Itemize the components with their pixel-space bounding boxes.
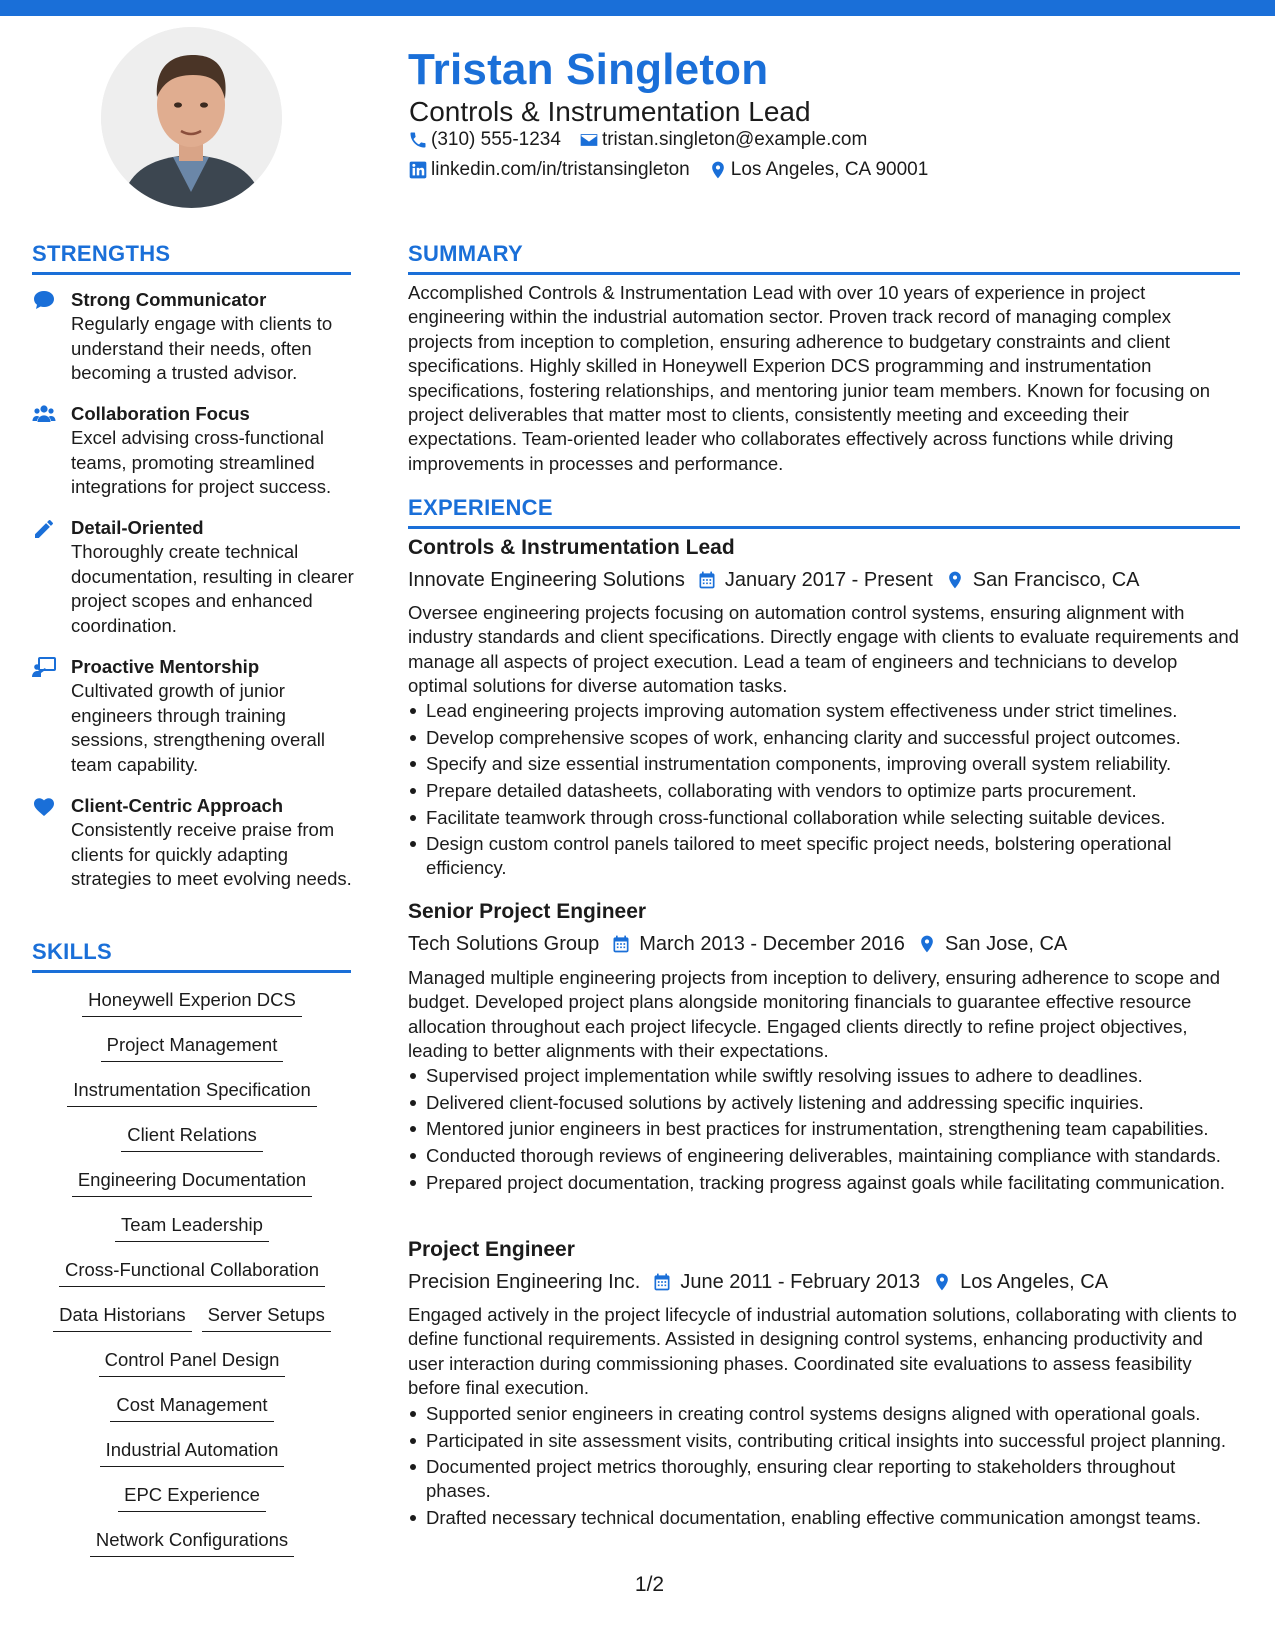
job-meta [408, 930, 1079, 958]
skill-tag: Team Leadership [115, 1213, 269, 1242]
job-bullet: Design custom control panels tailored to meet specific project needs, bolstering operational efficiency. [408, 832, 1240, 880]
page-number: 1/2 [634, 1573, 665, 1596]
job-bullet: Prepare detailed datasheets, collaborating with vendors to optimize parts procurement. [408, 779, 1240, 803]
strength-title: Client-Centric Approach [71, 795, 284, 816]
job-company: Tech Solutions Group [408, 933, 600, 955]
envelope-icon [579, 130, 599, 150]
job-bullet: Conducted thorough reviews of engineering deliverables, maintaining compliance with standards. [408, 1144, 1240, 1168]
strength-item [32, 287, 352, 386]
calendar-icon [611, 934, 631, 954]
job-description: Managed multiple engineering projects from inception to delivery, ensuring adherence to scope and budget. Developed project plans alongside monitoring financials to guarantee effective resource allocation throughout each project lifecycle. Engaged clients directly to refine project objectives, leading to better alignments with their expectations. [408, 967, 1221, 1062]
candidate-name: Tristan Singleton [408, 45, 769, 94]
job-location: San Jose, CA [944, 933, 1068, 955]
linkedin-item[interactable] [408, 157, 690, 183]
skill-row [32, 988, 352, 1017]
job-bullets [408, 1402, 1240, 1533]
strengths-heading: STRENGTHS [32, 241, 171, 266]
calendar-icon [652, 1272, 672, 1292]
summary-text: Accomplished Controls & Instrumentation Lead with over 10 years of experience in project engineering within the industrial automation sector. Proven track record of managing complex projects from inception to completion, ensuring adherence to budgetary constraints and client specifications. Highly skilled in Honeywell Experion DCS programming and instrumentation specifications, fostering relationships, and mentoring junior team members. Known for focusing on project deliverables that matter most to clients, consistently meeting and exceeding their expectations. Team-oriented leader who collaborates effectively across functions while driving improvements in processes and performance. [408, 282, 1211, 474]
strength-item [32, 401, 352, 500]
strength-desc: Excel advising cross-functional teams, promoting streamlined integrations for project success. [71, 427, 332, 497]
skill-row [32, 1438, 352, 1467]
job-location: Los Angeles, CA [960, 1271, 1109, 1293]
experience-rule [408, 526, 1240, 529]
skill-row [32, 1483, 352, 1512]
teacher-icon [32, 656, 56, 678]
strength-desc: Consistently receive praise from clients for quickly adapting strategies to meet evolving needs. [71, 819, 352, 889]
summary-heading: SUMMARY [408, 241, 523, 266]
skills-rule [32, 970, 351, 973]
job-bullet: Supervised project implementation while swiftly resolving issues to adhere to deadlines. [408, 1064, 1240, 1088]
job-bullet: Participated in site assessment visits, contributing critical insights into successful project planning. [408, 1429, 1240, 1453]
skill-tag: Data Historians [53, 1303, 191, 1332]
strength-item [32, 654, 352, 777]
chat-bubble-icon [32, 289, 56, 311]
linkedin-text: linkedin.com/in/tristansingleton [431, 159, 690, 180]
skill-row [32, 1393, 352, 1422]
skill-tag: Server Setups [202, 1303, 331, 1332]
skill-row [32, 1213, 352, 1242]
experience-heading: EXPERIENCE [408, 495, 553, 520]
email-item[interactable] [579, 127, 867, 153]
skill-tag: Control Panel Design [99, 1348, 286, 1377]
skill-row [32, 1348, 352, 1377]
map-pin-icon [708, 160, 728, 180]
skill-tag: Honeywell Experion DCS [82, 988, 302, 1017]
strength-title: Collaboration Focus [71, 403, 250, 424]
job-location: San Francisco, CA [972, 569, 1140, 591]
job-meta [408, 566, 1152, 594]
job-bullets [408, 1064, 1240, 1197]
skill-tag: Cost Management [110, 1393, 273, 1422]
job-description: Oversee engineering projects focusing on automation control systems, ensuring alignment with industry standards and client specifications. Directly engage with clients to evaluate requirements and manage all aspects of project execution. Lead a team of engineers and technicians to develop optimal solutions for diverse automation tasks. [408, 602, 1239, 697]
skill-tag: Project Management [101, 1033, 284, 1062]
job-title: Senior Project Engineer [408, 900, 647, 923]
strength-title: Proactive Mentorship [71, 656, 260, 677]
profile-photo [101, 27, 282, 208]
skill-tag: Industrial Automation [100, 1438, 285, 1467]
users-icon [32, 403, 56, 425]
strength-item [32, 515, 352, 638]
location-text: Los Angeles, CA 90001 [730, 159, 929, 180]
strengths-rule [32, 272, 351, 275]
job-bullet: Specify and size essential instrumentation components, improving overall system reliability. [408, 752, 1240, 776]
skill-tag: Client Relations [121, 1123, 263, 1152]
job-title: Controls & Instrumentation Lead [408, 536, 735, 559]
job-bullet: Facilitate teamwork through cross-functional collaboration while selecting suitable devices. [408, 806, 1240, 830]
skill-row [32, 1303, 352, 1332]
skill-tag: Instrumentation Specification [67, 1078, 317, 1107]
map-pin-icon [945, 570, 965, 590]
strength-item [32, 793, 352, 892]
skills-heading: SKILLS [32, 939, 113, 964]
skill-row [32, 1078, 352, 1107]
skill-row [32, 1033, 352, 1062]
strength-desc: Cultivated growth of junior engineers through training sessions, strengthening overall team capability. [71, 680, 326, 775]
skill-row [32, 1123, 352, 1152]
strength-title: Strong Communicator [71, 289, 267, 310]
heart-icon [32, 795, 56, 817]
strength-title: Detail-Oriented [71, 517, 204, 538]
job-bullet: Drafted necessary technical documentation, enabling effective communication amongst teams. [408, 1506, 1240, 1530]
calendar-icon [697, 570, 717, 590]
contact-row-1 [408, 127, 885, 153]
job-company: Innovate Engineering Solutions [408, 569, 685, 591]
map-pin-icon [932, 1272, 952, 1292]
job-bullet: Documented project metrics thoroughly, ensuring clear reporting to stakeholders throughout phases. [408, 1455, 1240, 1503]
location-item [708, 157, 929, 183]
strength-desc: Thoroughly create technical documentation, resulting in clearer project scopes and enhanced coordination. [71, 541, 354, 636]
top-accent-bar [0, 0, 1275, 16]
candidate-title: Controls & Instrumentation Lead [409, 96, 811, 127]
strength-desc: Regularly engage with clients to understand their needs, often becoming a trusted advisor. [71, 313, 333, 383]
summary-rule [408, 272, 1240, 275]
job-bullet: Mentored junior engineers in best practices for instrumentation, strengthening team capabilities. [408, 1117, 1240, 1141]
job-bullet: Delivered client-focused solutions by actively listening and addressing specific inquiries. [408, 1091, 1240, 1115]
skill-tag: Cross-Functional Collaboration [59, 1258, 325, 1287]
skill-row [32, 1258, 352, 1287]
job-dates: June 2011 - February 2013 [680, 1271, 921, 1293]
phone-item[interactable] [408, 127, 561, 153]
job-bullets [408, 699, 1240, 883]
pencil-icon [32, 517, 56, 539]
phone-icon [408, 130, 428, 150]
phone-text: (310) 555-1234 [431, 129, 561, 150]
linkedin-icon [408, 160, 428, 180]
job-bullet: Supported senior engineers in creating control systems designs aligned with operational goals. [408, 1402, 1240, 1426]
job-description: Engaged actively in the project lifecycle of industrial automation solutions, collaborating with clients to define functional requirements. Assisted in designing control systems, enhancing productivity and user interaction during commissioning phases. Coordinated site evaluations to assess feasibility before final execution. [408, 1304, 1237, 1399]
skill-row [32, 1168, 352, 1197]
job-bullet: Develop comprehensive scopes of work, enhancing clarity and successful project outcomes. [408, 726, 1240, 750]
job-company: Precision Engineering Inc. [408, 1271, 641, 1293]
job-meta [408, 1268, 1120, 1296]
map-pin-icon [917, 934, 937, 954]
skill-tag: EPC Experience [118, 1483, 266, 1512]
skill-tag: Engineering Documentation [72, 1168, 312, 1197]
job-dates: March 2013 - December 2016 [639, 933, 905, 955]
email-text: tristan.singleton@example.com [601, 129, 868, 150]
skill-tag: Network Configurations [90, 1528, 294, 1557]
skill-row [32, 1528, 352, 1557]
job-bullet: Prepared project documentation, tracking progress against goals while facilitating communication. [408, 1171, 1240, 1195]
contact-row-2 [408, 157, 946, 183]
job-title: Project Engineer [408, 1238, 575, 1261]
job-dates: January 2017 - Present [724, 569, 933, 591]
job-bullet: Lead engineering projects improving automation system effectiveness under strict timelines. [408, 699, 1240, 723]
